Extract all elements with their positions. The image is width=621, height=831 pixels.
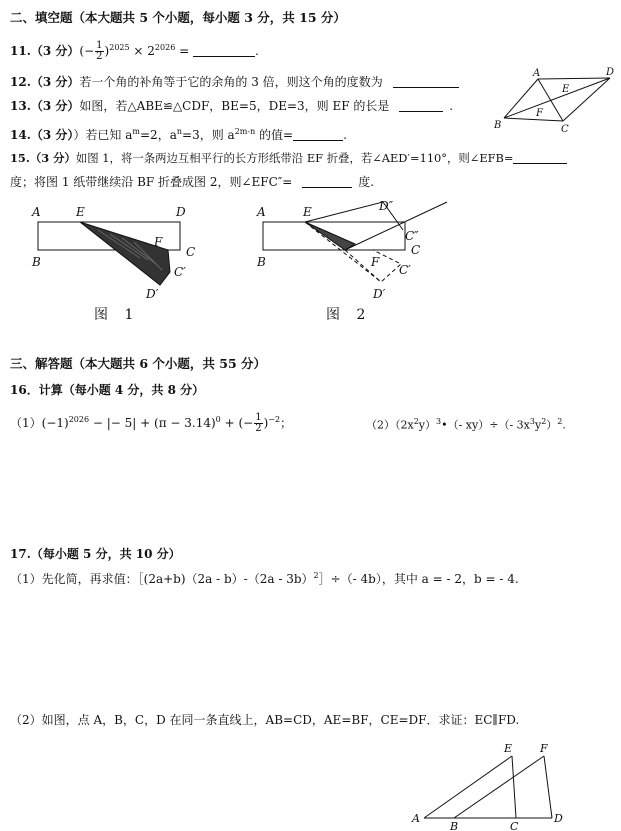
fig17-label-D: D	[554, 812, 563, 825]
figure-2-caption: 图 2	[326, 307, 372, 323]
q11-frac-den: 2	[96, 51, 103, 62]
fig1-label-C-prime: C′	[174, 265, 186, 279]
question-15-line2	[10, 174, 374, 190]
q16-p2-s1: 2	[413, 417, 419, 426]
question-13	[10, 98, 453, 114]
q16-p1-close: )	[263, 416, 269, 430]
q16-title: 16．计算（每小题 4 分，共 8 分）	[10, 383, 205, 397]
q14-end: .	[343, 128, 347, 142]
q17-part1	[10, 568, 519, 587]
q17-p1-sup: 2	[313, 571, 319, 580]
question-15-line1	[10, 150, 567, 166]
fig1-label-C: C	[186, 245, 196, 259]
q14-number: 14.	[10, 128, 31, 142]
fig2-label-D-prime: D′	[373, 287, 386, 301]
q16-p1-plus: + (−	[220, 416, 254, 430]
q11-end: .	[254, 44, 259, 58]
q11-times: × 2	[129, 44, 155, 58]
question-12	[10, 74, 459, 90]
q17-part2: （2）如图，点 A，B，C，D 在同一条直线上，AB=CD，AE=BF，CE=DF．求证：EC∥FD.	[10, 713, 520, 727]
fig2-label-C: C	[411, 243, 421, 257]
fig17-label-F: F	[540, 742, 548, 755]
question-14	[10, 124, 347, 143]
fig13-label-F: F	[536, 108, 543, 119]
q11-answer-blank[interactable]	[193, 44, 255, 57]
q15-line2a: 度；将图 1 纸带继续沿 BF 折叠成图 2，则∠EFC″=	[10, 175, 293, 189]
q15-answer-blank-1[interactable]	[513, 151, 567, 164]
q14-sup3: 2m-n	[234, 127, 256, 136]
q16-p2-b: y）	[418, 418, 437, 432]
q13-end: .	[449, 99, 454, 113]
q13-number: 13.	[10, 99, 31, 113]
fig1-label-B: B	[32, 255, 41, 269]
q14-text3: =3，则 a	[182, 128, 235, 142]
q13-score: （3 分）	[30, 99, 80, 113]
q15-answer-blank-2[interactable]	[302, 175, 352, 188]
q11-close: )	[104, 44, 110, 58]
fig2-label-F: F	[371, 255, 380, 269]
fig17-label-A: A	[412, 812, 420, 825]
q16-p1-exp2: −2	[268, 415, 281, 424]
fig1-label-E: E	[76, 205, 85, 219]
section3-heading: 三、解答题（本大题共 6 个小题，共 55 分）	[10, 356, 267, 371]
fig2-label-E: E	[303, 205, 312, 219]
q16-p1-mid: − |− 5| + (π − 3.14)	[89, 416, 216, 430]
section2-heading: 二、填空题（本大题共 5 个小题，每小题 3 分，共 15 分）	[10, 10, 346, 25]
q12-number: 12.	[10, 75, 31, 89]
fig17-label-E: E	[504, 742, 513, 755]
q14-text4: 的值=	[255, 128, 294, 142]
fig17-label-C: C	[510, 820, 519, 831]
q16-p2-s3: 3	[529, 417, 535, 426]
q15-line1: 如图 1，将一条两边互相平行的长方形纸带沿 EF 折叠，若∠AED′=110°，则∠EFB=	[75, 151, 514, 165]
q15-number: 15.	[10, 151, 30, 165]
q16-p1-exp0: 0	[215, 415, 221, 424]
fig13-label-A: A	[533, 68, 541, 79]
fig17-label-B: B	[450, 820, 459, 831]
question-11	[10, 40, 259, 62]
fig13-label-C: C	[561, 124, 569, 135]
q13-answer-blank[interactable]	[399, 99, 443, 112]
figure-1-caption: 图 1	[94, 307, 140, 323]
q16-p2-c: •（- xy）÷（- 3x	[441, 418, 530, 432]
fig13-label-E: E	[562, 84, 570, 95]
q11-exp2: 2026	[154, 43, 176, 52]
fig2-label-B: B	[257, 255, 266, 269]
q15-line2b: 度.	[358, 175, 375, 189]
q16-p2-end: .	[562, 418, 566, 432]
q11-pre: (−	[79, 44, 95, 58]
fig1-label-D: D	[176, 205, 186, 219]
q14-sup2: n	[176, 127, 183, 136]
q11-eq: =	[175, 44, 193, 58]
q17-p1-b: ］÷（- 4b），其中 a = - 2，b = - 4.	[318, 572, 519, 586]
q16-p1-exp: 2026	[68, 415, 90, 424]
q12-score: （3 分）	[30, 75, 80, 89]
q16-part1	[10, 412, 292, 434]
q12-answer-blank[interactable]	[393, 75, 459, 88]
figure-2	[253, 196, 463, 304]
fig2-label-C-prime: C′	[399, 263, 411, 277]
q16-p1-den: 2	[255, 423, 262, 434]
q14-text2: =2，a	[140, 128, 177, 142]
q16-p2-a: （2）（2x	[366, 418, 414, 432]
q11-number: 11.	[10, 44, 31, 58]
fig13-label-D: D	[606, 67, 615, 78]
q16-p1-end: ；	[280, 416, 293, 430]
fig1-label-D-prime: D′	[146, 287, 159, 301]
fig2-label-D-double-prime: D″	[379, 199, 394, 213]
figure-1	[28, 200, 218, 304]
fig2-label-A: A	[257, 205, 266, 219]
q16-p1-pre: （1）(−1)	[10, 416, 69, 430]
fig1-label-F: F	[154, 235, 163, 249]
q16-p2-s2: 3	[436, 417, 442, 426]
figure-q13	[488, 64, 618, 138]
fig2-label-C-double-prime: C″	[405, 229, 419, 243]
q11-exp1: 2025	[109, 43, 130, 52]
fig1-label-A: A	[32, 205, 41, 219]
q11-fraction	[95, 41, 103, 62]
q16-p2-s5: 2	[557, 417, 563, 426]
q14-score: （3 分）	[30, 128, 74, 142]
q16-p1-num: 1	[255, 412, 262, 423]
q16-part2	[366, 414, 566, 434]
q12-text: 若一个角的补角等于它的余角的 3 倍，则这个角的度数为	[79, 75, 383, 89]
q11-score: （3 分）	[30, 44, 80, 58]
q16-p2-e: ）	[546, 418, 558, 432]
q13-text: 如图，若△ABE≌△CDF，BE=5，DE=3，则 EF 的长是	[79, 99, 390, 113]
q14-answer-blank[interactable]	[293, 128, 343, 141]
q15-score: （3 分）	[29, 151, 76, 165]
q11-frac-num: 1	[96, 40, 103, 51]
q14-text1: ）若已知 a	[73, 128, 133, 142]
q16-p2-d: y	[534, 418, 542, 432]
fig13-label-B: B	[494, 120, 502, 131]
q17-title: 17.（每小题 5 分，共 10 分）	[10, 547, 181, 561]
q17-p1-a: （1）先化简，再求值：［(2a+b)（2a - b）-（2a - 3b）	[10, 572, 314, 586]
q14-sup1: m	[132, 127, 140, 136]
figure-q17	[408, 736, 578, 831]
q16-p1-fraction	[254, 413, 262, 434]
q16-p2-s4: 2	[541, 417, 547, 426]
